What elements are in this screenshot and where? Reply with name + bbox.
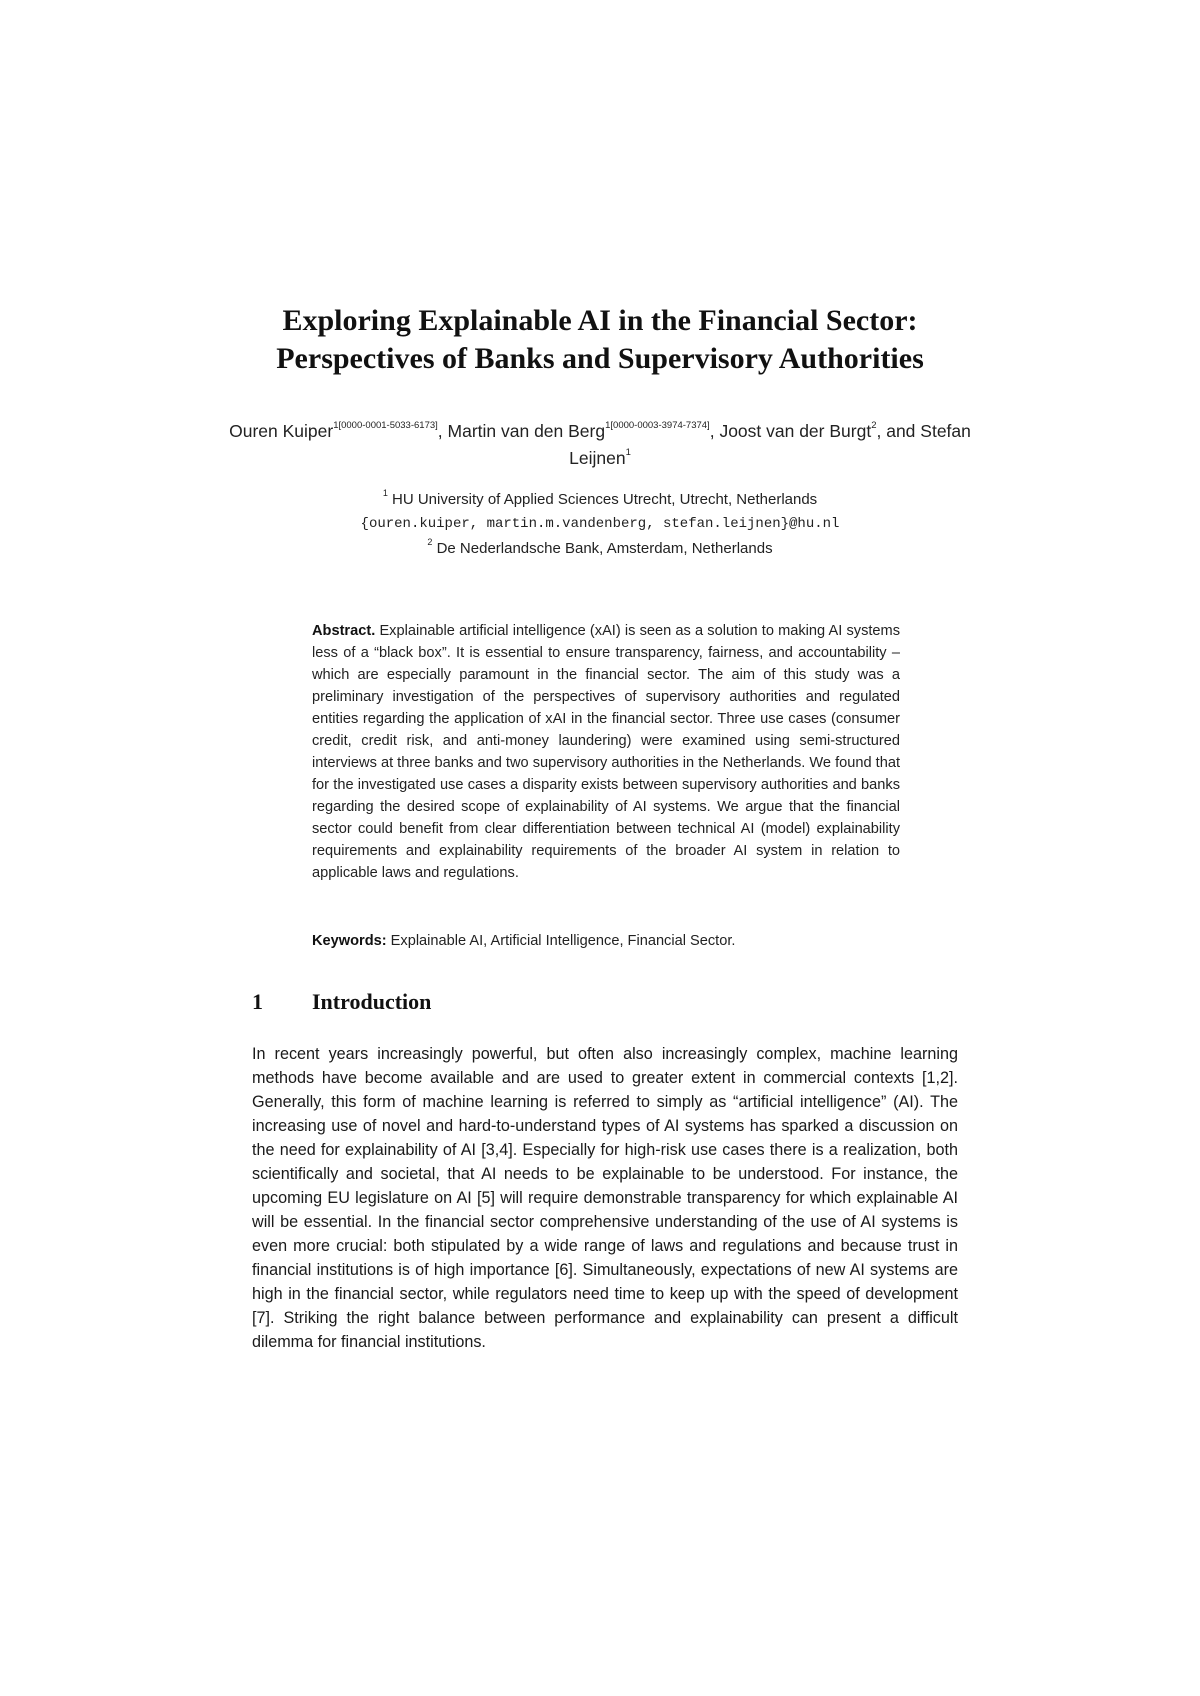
affiliation-2 [240,537,960,557]
author-affiliation-mark: 2 [871,420,877,432]
paper-title [200,302,1000,378]
abstract-text: Explainable artificial intelligence (xAI) is seen as a solution to making AI systems less of a “black box”. It is essential to ensure transparency, fairness, and accountability – which are especially paramount in the financial sector. The aim of this study was a preliminary investigation of the perspectives of supervisory authorities and regulated entities regarding the application of xAI in the financial sector. Three use cases (consumer credit, credit risk, and anti-money laundering) were examined using semi-structured interviews at three banks and two supervisory authorities in the Netherlands. We found that for the investigated use cases a disparity exists between supervisory authorities and banks regarding the desired scope of explainability of AI systems. We argue that the financial sector could benefit from clear differentiation between technical AI (model) explainability requirements and explainability requirements of the broader AI system in relation to applicable laws and regulations. [312,623,900,881]
author-name: Stefan Leijnen [569,421,971,468]
affiliation-text: HU University of Applied Sciences Utrecht, Utrecht, Netherlands [392,491,818,508]
keywords-text: Explainable AI, Artificial Intelligence, Financial Sector. [390,933,736,949]
author-list [220,418,980,472]
author-separator: , [709,421,720,441]
author-name: Joost van der Burgt [719,421,872,441]
abstract [312,620,900,884]
title-line-2: Perspectives of Banks and Supervisory Authorities [276,342,924,375]
affiliation-number: 2 [427,537,433,547]
abstract-label: Abstract. [312,623,376,639]
author-separator: , and [876,421,921,441]
author-orcid: 1[0000-0001-5033-6173] [333,420,438,432]
section-title: Introduction [312,989,432,1014]
affiliation-1 [240,488,960,508]
author-emails: {ouren.kuiper, martin.m.vandenberg, stefan.leijnen}@hu.nl [360,516,840,532]
section-number: 1 [252,989,263,1014]
section-body: In recent years increasingly powerful, but often also increasingly complex, machine learning methods have become available and are used to greater extent in commercial contexts [1,2]. Generally, this form of machine learning is referred to simply as “artificial intelligence” (AI). The increasing use of novel and hard-to-understand types of AI systems has sparked a discussion on the need for explainability of AI [3,4]. Especially for high-risk use cases there is a realization, both scientifically and societal, that AI needs to be explainable to be understood. For instance, the upcoming EU legislature on AI [5] will require demonstrable transparency for which explainable AI will be essential. In the financial sector comprehensive understanding of the use of AI systems is even more crucial: both stipulated by a wide range of laws and regulations and because trust in financial institutions is of high importance [6]. Simultaneously, expectations of new AI systems are high in the financial sector, while regulators need time to keep up with the speed of development [7]. Striking the right balance between performance and explainability can present a difficult dilemma for financial institutions. [252,1045,958,1351]
author-affiliation-mark: 1 [625,447,631,459]
section-heading [252,988,431,1016]
author-orcid: 1[0000-0003-3974-7374] [605,420,710,432]
author-name: Ouren Kuiper [229,421,334,441]
keywords-label: Keywords: [312,933,387,949]
author-name: Martin van den Berg [447,421,606,441]
keywords [312,930,900,952]
title-line-1: Exploring Explainable AI in the Financial Sector: [282,304,918,337]
affiliation-text: De Nederlandsche Bank, Amsterdam, Netherlands [436,540,773,557]
affiliation-number: 1 [382,488,388,498]
author-separator: , [437,421,448,441]
